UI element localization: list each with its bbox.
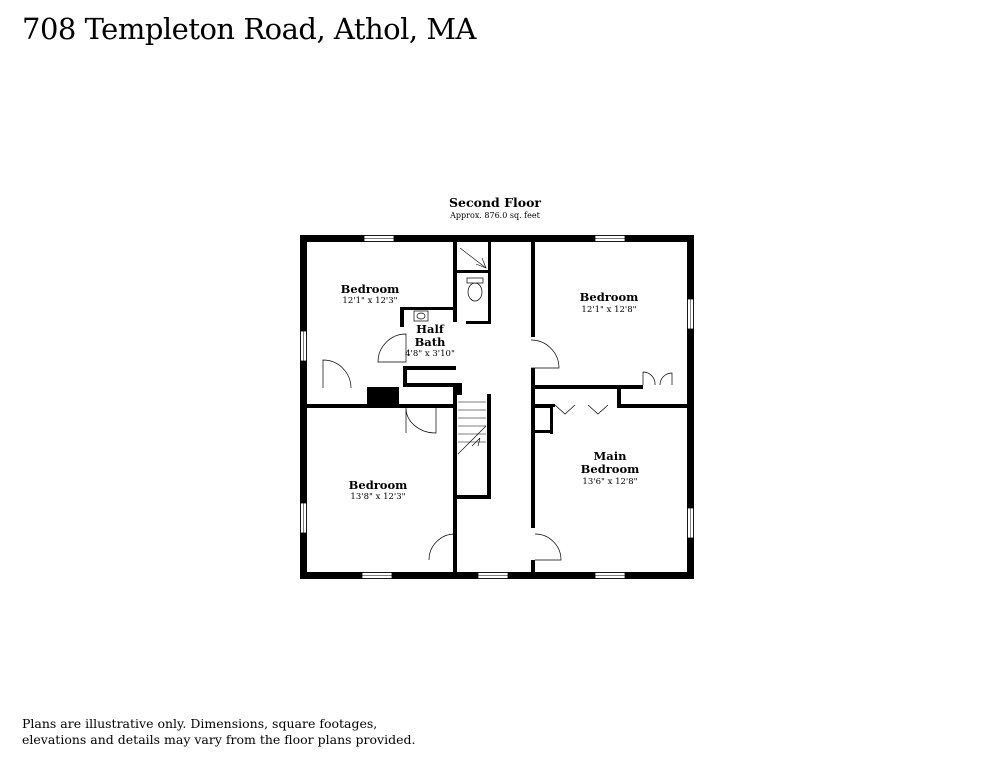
door-swing [535, 534, 561, 560]
floor-area: Approx. 876.0 sq. feet [450, 211, 540, 220]
room-name: Bedroom [580, 462, 640, 476]
page-title: 708 Templeton Road, Athol, MA [22, 12, 476, 46]
toilet-tank [467, 278, 483, 283]
door-swing [378, 334, 406, 362]
door-swing [531, 340, 559, 368]
door-swing [429, 534, 455, 560]
room-dimensions: 12'1" x 12'3" [342, 296, 398, 306]
disclaimer-line: elevations and details may vary from the floor plans provided. [22, 732, 416, 747]
door-swing [406, 408, 436, 433]
room-name: Bedroom [579, 290, 639, 304]
closet-door [588, 405, 608, 414]
sink-basin [417, 313, 425, 319]
disclaimer-line: Plans are illustrative only. Dimensions, square footages, [22, 716, 378, 731]
room-name: Bath [414, 335, 446, 349]
room-name: Bedroom [340, 282, 400, 296]
closet-door [643, 372, 655, 385]
closet-door [555, 405, 575, 414]
room-dimensions: 13'6" x 12'8" [582, 477, 638, 487]
room-dimensions: 12'1" x 12'8" [581, 305, 637, 315]
disclaimer [22, 716, 415, 748]
room-name: Main [593, 449, 627, 463]
fixtures [414, 278, 483, 321]
door-swing [323, 360, 351, 388]
room-name: Bedroom [348, 478, 408, 492]
doors [323, 334, 672, 560]
room-name: Half [416, 322, 444, 336]
room-dimensions: 4'8" x 3'10" [405, 349, 455, 359]
floor-name: Second Floor [449, 195, 541, 210]
room-dimensions: 13'8" x 12'3" [350, 492, 406, 502]
toilet [468, 283, 482, 301]
closet-door [660, 373, 672, 385]
